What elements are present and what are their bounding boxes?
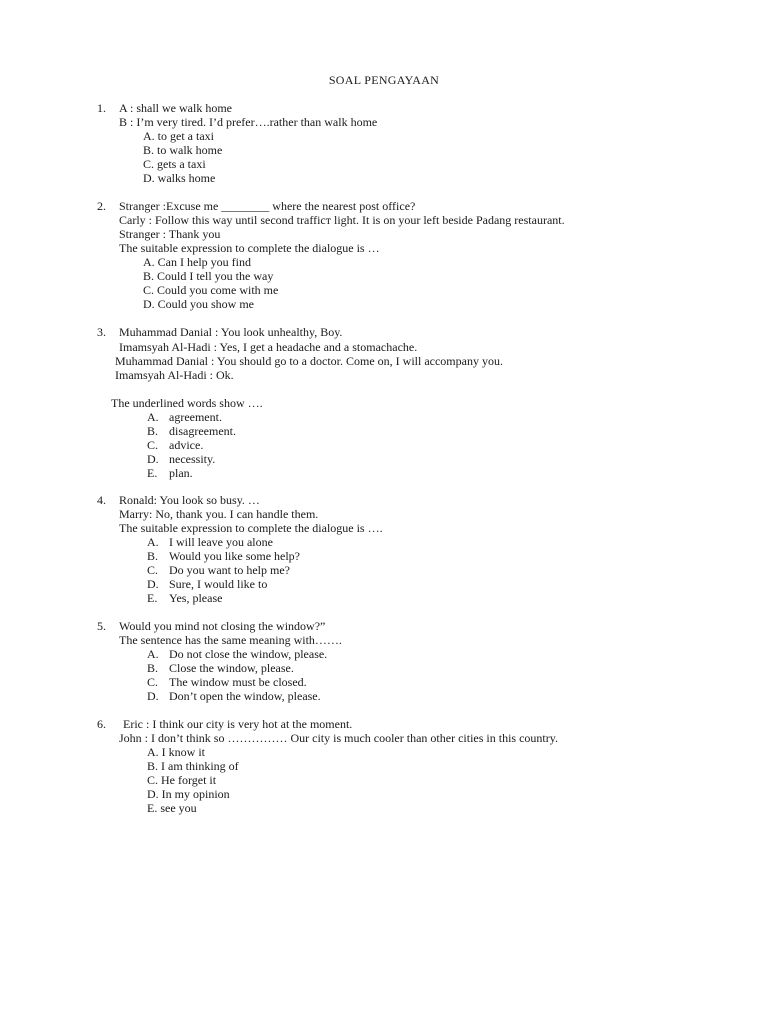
question-prompt: The suitable expression to complete the dialogue is … <box>119 241 380 255</box>
option-letter: E. <box>147 591 158 605</box>
dialogue-line: John : I don’t think so …………… Our city is much cooler than other cities in this country. <box>119 731 558 745</box>
dialogue-line: Carly : Follow this way until second trafficт light. It is on your left beside Padang restaurant. <box>119 213 565 227</box>
dialogue-line: Muhammad Danial : You should go to a doctor. Come on, I will accompany you. <box>115 354 503 368</box>
dialogue-line: Muhammad Danial : You look unhealthy, Boy. <box>119 325 343 339</box>
option-letter: D. <box>147 577 159 591</box>
answer-option: necessity. <box>169 452 216 466</box>
answer-option: D. In my opinion <box>147 787 230 801</box>
option-letter: A. <box>147 535 159 549</box>
question-number: 1. <box>97 101 106 115</box>
option-letter: D. <box>147 689 159 703</box>
answer-option: A. Can I help you find <box>143 255 251 269</box>
answer-option: C. Could you come with me <box>143 283 279 297</box>
answer-option: disagreement. <box>169 424 236 438</box>
answer-option: B. I am thinking of <box>147 759 239 773</box>
answer-option: Do not close the window, please. <box>169 647 328 661</box>
dialogue-line: Imamsyah Al-Hadi : Yes, I get a headache and a stomachache. <box>119 340 418 354</box>
answer-option: Sure, I would like to <box>169 577 268 591</box>
answer-option: Do you want to help me? <box>169 563 290 577</box>
answer-option: I will leave you alone <box>169 535 273 549</box>
option-letter: D. <box>147 452 159 466</box>
dialogue-line: Ronald: You look so busy. … <box>119 493 260 507</box>
option-letter: B. <box>147 424 159 438</box>
question-prompt: The sentence has the same meaning with……. <box>119 633 342 647</box>
answer-option: B. Could I tell you the way <box>143 269 274 283</box>
answer-option: A. I know it <box>147 745 205 759</box>
dialogue-line: Marry: No, thank you. I can handle them. <box>119 507 319 521</box>
question-prompt: The suitable expression to complete the dialogue is …. <box>119 521 383 535</box>
dialogue-line: Stranger : Thank you <box>119 227 221 241</box>
answer-option: D. walks home <box>143 171 216 185</box>
answer-option: Yes, please <box>169 591 223 605</box>
option-letter: B. <box>147 549 159 563</box>
answer-option: agreement. <box>169 410 222 424</box>
option-letter: A. <box>147 647 159 661</box>
answer-option: C. He forget it <box>147 773 217 787</box>
option-letter: C. <box>147 563 159 577</box>
answer-option: plan. <box>169 466 193 480</box>
page-title: SOAL PENGAYAAN <box>328 73 440 87</box>
answer-option: The window must be closed. <box>169 675 307 689</box>
question-number: 5. <box>97 619 106 633</box>
answer-option: Don’t open the window, please. <box>169 689 321 703</box>
answer-option: B. to walk home <box>143 143 223 157</box>
option-letter: B. <box>147 661 159 675</box>
option-letter: C. <box>147 675 159 689</box>
question-number: 4. <box>97 493 106 507</box>
answer-option: C. gets a taxi <box>143 157 206 171</box>
question-number: 3. <box>97 325 106 339</box>
answer-option: Would you like some help? <box>169 549 301 563</box>
answer-option: A. to get a taxi <box>143 129 214 143</box>
dialogue-line: Imamsyah Al-Hadi : Ok. <box>115 368 234 382</box>
answer-option: D. Could you show me <box>143 297 254 311</box>
option-letter: E. <box>147 466 158 480</box>
question-prompt: The underlined words show …. <box>111 396 263 410</box>
dialogue-line: Stranger :Excuse me ________ where the nearest post office? <box>119 199 416 213</box>
option-letter: C. <box>147 438 159 452</box>
answer-option: advice. <box>169 438 204 452</box>
option-letter: A. <box>147 410 159 424</box>
dialogue-line: Eric : I think our city is very hot at the moment. <box>123 717 353 731</box>
dialogue-line: A : shall we walk home <box>119 101 232 115</box>
answer-option: Close the window, please. <box>169 661 294 675</box>
answer-option: E. see you <box>147 801 197 815</box>
question-number: 6. <box>97 717 106 731</box>
dialogue-line: B : I’m very tired. I’d prefer….rather than walk home <box>119 115 378 129</box>
question-sentence: Would you mind not closing the window?” <box>119 619 326 633</box>
question-number: 2. <box>97 199 106 213</box>
